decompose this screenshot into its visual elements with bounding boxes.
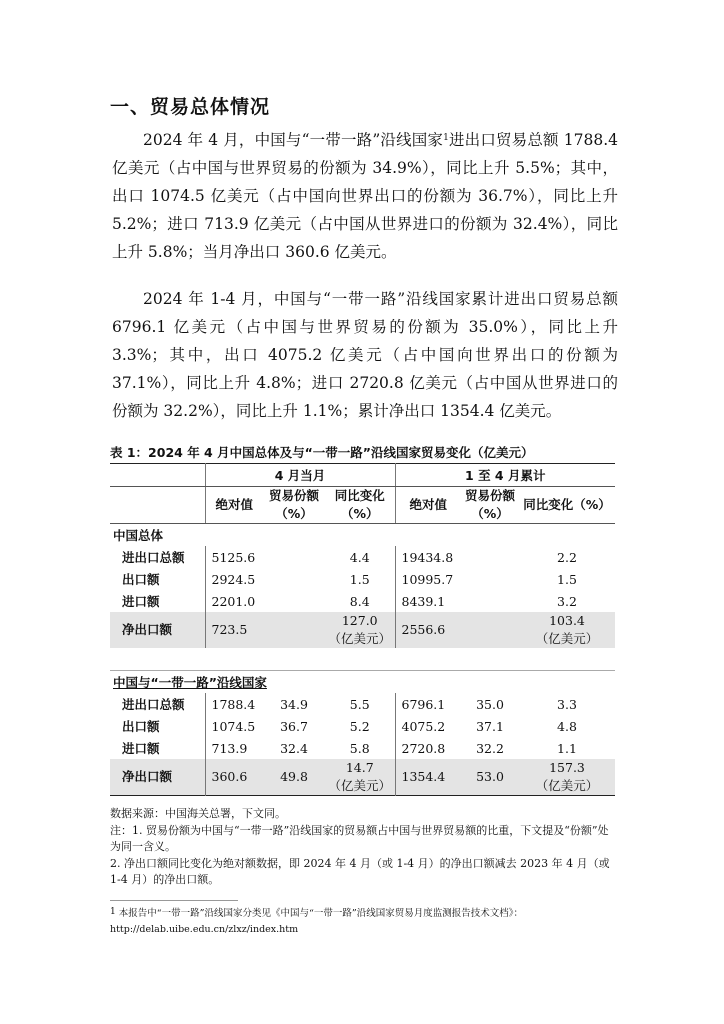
paragraph-jan-apr-text: 2024 年 1-4 月，中国与“一带一路”沿线国家累计进出口贸易总额 6796.1 亿美元（占中国与世界贸易的份额为 35.0%），同比上升 3.3%；其中，出口 4075.2 亿美元（占中国向世界出口的份额为 37.1%），同比上升 4.8%；进口 2720.8 亿美元（占中国从世界进口的份额为 32.2%），同比上升 1.1%；累计净出口 1354.4 亿美元。 <box>112 290 618 420</box>
footnote-link[interactable]: http://delab.uibe.edu.cn/zlxz/index.htm <box>110 924 299 935</box>
cell-month-yoy: 5.8 <box>349 740 370 756</box>
cell-cum-yoy: 3.3 <box>557 696 577 712</box>
col-header-share-cum-unit: （%） <box>471 506 509 521</box>
row-label: 出口额 <box>122 572 160 587</box>
cell-month-yoy: 1.5 <box>349 571 370 587</box>
note-1: 注：1. 贸易份额为中国与“一带一路”沿线国家的贸易额占中国与世界贸易额的比重，下文提及“份额”处为同一含义。 <box>110 823 609 853</box>
table-row-net <box>110 612 615 648</box>
table-row <box>110 546 615 568</box>
table-caption: 表 1：2024 年 4 月中国总体及与“一带一路”沿线国家贸易变化（亿美元） <box>110 445 534 460</box>
row-label: 进出口总额 <box>122 697 185 712</box>
paragraph-april-part-b: 进出口贸易总额 1788.4 亿美元（占中国与世界贸易的份额为 34.9%），同比上升 5.5%；其中，出口 1074.5 亿美元（占中国向世界出口的份额为 36.7%），同比上升 5.2%；进口 713.9 亿美元（占中国从世界进口的份额为 32.4%），同比上升 5.8%；当月净出口 360.6 亿美元。 <box>112 131 618 261</box>
cell-cum-yoy: 1.5 <box>557 571 577 587</box>
footnote-ref[interactable]: 1 <box>443 133 449 143</box>
cell-cum-share <box>461 612 519 648</box>
cell-cum-share <box>461 568 519 590</box>
cell-cum-yoy: 4.8 <box>557 718 577 734</box>
row-label: 进口额 <box>122 741 160 756</box>
cell-cum-yoy-value: 103.4 <box>549 613 585 628</box>
cell-month-share: 49.8 <box>263 759 325 796</box>
table-row <box>110 693 615 715</box>
row-label: 净出口额 <box>110 612 205 648</box>
col-header-share-unit: （%） <box>275 506 313 521</box>
cell-cum-abs: 2720.8 <box>395 737 461 759</box>
section-title-belt-road-text: 中国与“一带一路”沿线国家 <box>113 675 267 690</box>
data-source: 数据来源：中国海关总署，下文同。 <box>110 807 286 820</box>
cell-month-yoy <box>325 612 395 648</box>
cell-cum-abs: 6796.1 <box>395 693 461 715</box>
footnote-divider <box>110 900 238 901</box>
section-title-belt-road <box>110 671 615 694</box>
col-header-share-label: 贸易份额 <box>268 488 319 503</box>
cell-month-yoy: 4.4 <box>349 549 370 565</box>
col-header-yoy-unit: （%） <box>340 506 379 521</box>
section-heading: 一、贸易总体情况 <box>110 96 271 118</box>
group-header-month: 4 月当月 <box>205 464 395 487</box>
footnote-text: 本报告中“一带一路”沿线国家分类见《中国与“一带一路”沿线国家贸易月度监测报告技术文档》： <box>118 908 523 919</box>
section-title-china-total: 中国总体 <box>110 524 615 547</box>
cell-cum-yoy <box>519 612 615 648</box>
trade-table <box>110 463 615 796</box>
row-label: 出口额 <box>122 719 160 734</box>
col-header-share-cum <box>461 487 519 524</box>
paragraph-april <box>112 126 618 266</box>
cell-month-abs: 713.9 <box>205 737 263 759</box>
cell-month-abs: 5125.6 <box>205 546 263 568</box>
table-row <box>110 737 615 759</box>
row-label: 进口额 <box>122 594 160 609</box>
cell-cum-yoy <box>519 759 615 796</box>
col-header-yoy <box>325 487 395 524</box>
col-header-share <box>263 487 325 524</box>
cell-cum-abs: 8439.1 <box>395 590 461 612</box>
cell-month-abs: 1788.4 <box>205 693 263 715</box>
cell-month-share: 36.7 <box>280 718 308 734</box>
cell-month-abs: 1074.5 <box>205 715 263 737</box>
cell-cum-abs: 2556.6 <box>395 612 461 648</box>
cell-cum-abs: 19434.8 <box>395 546 461 568</box>
cell-cum-abs: 1354.4 <box>395 759 461 796</box>
cell-cum-abs: 4075.2 <box>395 715 461 737</box>
cell-cum-share <box>461 590 519 612</box>
cell-month-yoy: 5.5 <box>349 696 370 712</box>
col-header-yoy-cum: 同比变化（%） <box>519 487 615 524</box>
footnote-mark: 1 <box>110 907 116 917</box>
cell-month-yoy: 5.2 <box>349 718 370 734</box>
cell-month-abs: 2924.5 <box>205 568 263 590</box>
table-row <box>110 568 615 590</box>
group-header-cumulative: 1 至 4 月累计 <box>395 464 615 487</box>
cell-month-yoy: 8.4 <box>349 593 370 609</box>
cell-cum-yoy: 1.1 <box>557 740 577 756</box>
cell-cum-yoy: 2.2 <box>557 549 577 565</box>
cell-month-share: 34.9 <box>280 696 308 712</box>
col-header-share-cum-label: 贸易份额 <box>464 488 515 503</box>
cell-month-share <box>263 590 325 612</box>
cell-cum-share: 37.1 <box>476 718 504 734</box>
cell-cum-share <box>461 546 519 568</box>
cell-cum-yoy: 3.2 <box>557 593 577 609</box>
cell-cum-share: 35.0 <box>476 696 504 712</box>
cell-month-abs: 723.5 <box>205 612 263 648</box>
row-label: 进出口总额 <box>122 550 185 565</box>
cell-month-abs: 2201.0 <box>205 590 263 612</box>
cell-month-share: 32.4 <box>280 740 308 756</box>
cell-cum-share: 32.2 <box>476 740 504 756</box>
cell-month-yoy-unit: （亿美元） <box>328 778 391 793</box>
cell-cum-abs: 10995.7 <box>395 568 461 590</box>
cell-month-share <box>263 568 325 590</box>
footnote <box>110 906 618 938</box>
paragraph-jan-apr <box>112 285 618 425</box>
col-header-yoy-label: 同比变化 <box>334 488 385 503</box>
cell-month-yoy-value: 127.0 <box>341 613 378 628</box>
cell-cum-share: 53.0 <box>461 759 519 796</box>
table-row <box>110 715 615 737</box>
cell-month-yoy-value: 14.7 <box>345 760 374 775</box>
col-header-abs: 绝对值 <box>205 487 263 524</box>
cell-cum-yoy-unit: （亿美元） <box>535 778 599 793</box>
cell-month-share <box>263 612 325 648</box>
table-row-net <box>110 759 615 796</box>
row-label: 净出口额 <box>110 759 205 796</box>
note-2: 2. 净出口额同比变化为绝对额数据，即 2024 年 4 月（或 1-4 月）的净出口额减去 2023 年 4 月（或 1-4 月）的净出口额。 <box>110 856 610 886</box>
cell-cum-yoy-value: 157.3 <box>549 760 585 775</box>
cell-month-abs: 360.6 <box>205 759 263 796</box>
cell-month-yoy <box>325 759 395 796</box>
cell-cum-yoy-unit: （亿美元） <box>535 631 599 646</box>
col-header-abs-cum: 绝对值 <box>395 487 461 524</box>
cell-month-share <box>263 546 325 568</box>
table-notes <box>110 806 618 889</box>
table-row <box>110 590 615 612</box>
cell-month-yoy-unit: （亿美元） <box>328 631 391 646</box>
paragraph-april-part-a: 2024 年 4 月，中国与“一带一路”沿线国家 <box>143 131 444 149</box>
